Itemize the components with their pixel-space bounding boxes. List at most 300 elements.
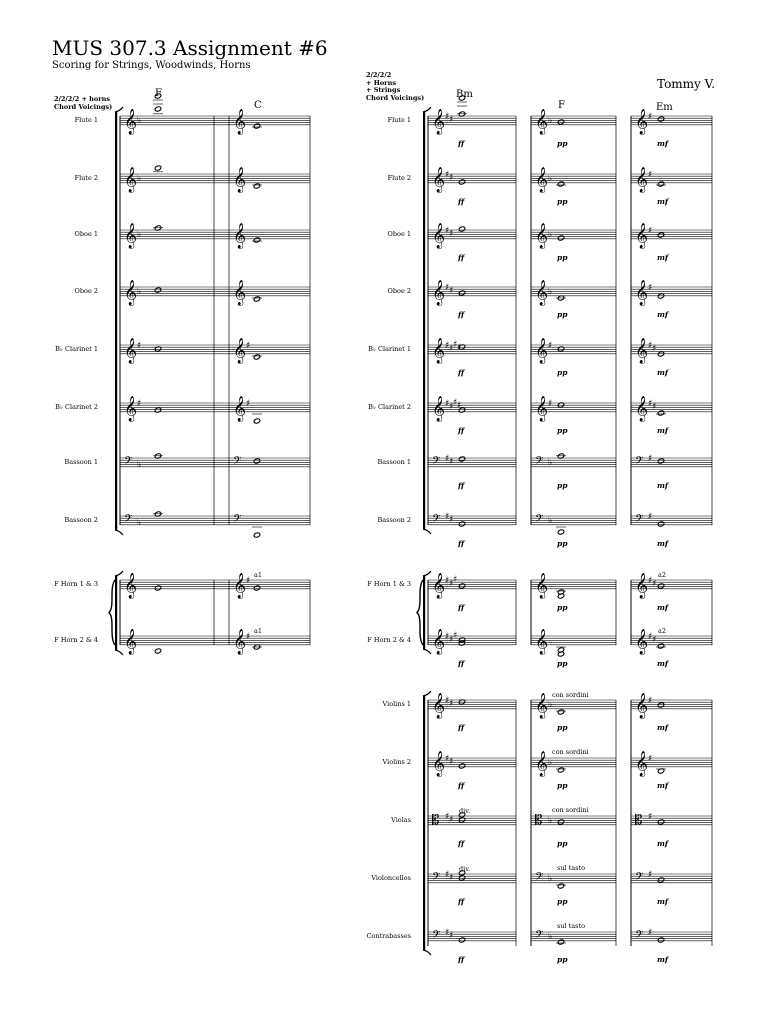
sharp-icon: ♯ (453, 398, 458, 408)
whole-note (657, 232, 664, 238)
sharp-icon: ♯ (445, 812, 450, 822)
bass-clef-icon: 𝄢 (535, 929, 544, 944)
horn-marking: a2 (658, 627, 667, 635)
dynamic-marking: ff (458, 309, 465, 319)
dynamic-marking: ff (458, 838, 465, 848)
dynamic-marking: ff (458, 196, 465, 206)
bass-clef-icon: 𝄢 (432, 871, 441, 886)
treble-clef-icon: 𝄞 (124, 280, 138, 306)
dynamic-marking: ff (458, 658, 465, 668)
sharp-icon: ♯ (648, 576, 653, 586)
treble-clef-icon: 𝄞 (432, 223, 446, 249)
dynamic-marking: pp (557, 196, 568, 206)
bass-clef-icon: 𝄢 (432, 455, 441, 470)
whole-note (657, 583, 664, 589)
flat-icon: ♭ (548, 932, 553, 942)
instrument-label: B♭ Clarinet 1 (55, 345, 98, 353)
treble-clef-icon: 𝄞 (635, 109, 649, 135)
bass-clef-icon: 𝄢 (124, 455, 133, 470)
whole-note (458, 817, 465, 823)
dynamic-marking: ff (458, 602, 465, 612)
chord-symbol: F (558, 100, 565, 111)
sharp-icon: ♯ (648, 870, 653, 880)
flat-icon: ♭ (548, 287, 553, 297)
system-bracket (423, 696, 425, 950)
whole-note (557, 883, 564, 889)
treble-clef-icon: 𝄞 (432, 396, 446, 422)
page-subtitle: Scoring for Strings, Woodwinds, Horns (52, 60, 251, 71)
instrument-label: F Horn 1 & 3 (367, 580, 411, 588)
treble-clef-icon: 𝄞 (535, 396, 549, 422)
flat-icon: ♭ (137, 174, 142, 184)
dynamic-marking: mf (657, 954, 669, 964)
instrument-label: Bassoon 1 (377, 458, 411, 466)
whole-note (458, 456, 465, 462)
sharp-icon: ♯ (449, 173, 454, 183)
sharp-icon: ♯ (445, 576, 450, 586)
bracket-hook (423, 950, 431, 955)
treble-clef-icon: 𝄞 (124, 573, 138, 599)
whole-note (458, 763, 465, 769)
string-marking: con sordini (552, 806, 589, 814)
treble-clef-icon: 𝄞 (535, 167, 549, 193)
sharp-icon: ♯ (246, 341, 251, 351)
sharp-icon: ♯ (246, 632, 251, 642)
sharp-icon: ♯ (449, 815, 454, 825)
treble-clef-icon: 𝄞 (635, 629, 649, 655)
whole-note (154, 407, 161, 413)
dynamic-marking: mf (657, 196, 669, 206)
sharp-icon: ♯ (648, 341, 653, 351)
whole-note (154, 287, 161, 293)
flat-icon: ♭ (548, 230, 553, 240)
sharp-icon: ♯ (453, 631, 458, 641)
whole-note (657, 410, 664, 416)
whole-note (458, 179, 465, 185)
sharp-icon: ♯ (457, 343, 462, 353)
treble-clef-icon: 𝄞 (432, 751, 446, 777)
flat-icon: ♭ (548, 174, 553, 184)
whole-note (458, 937, 465, 943)
treble-clef-icon: 𝄞 (432, 280, 446, 306)
whole-note (657, 702, 664, 708)
dynamic-marking: pp (557, 367, 568, 377)
whole-note (458, 875, 465, 881)
dynamic-marking: mf (657, 838, 669, 848)
dynamic-marking: mf (657, 538, 669, 548)
treble-clef-icon: 𝄞 (432, 167, 446, 193)
treble-clef-icon: 𝄞 (233, 338, 247, 364)
whole-note (458, 583, 465, 589)
whole-note (557, 119, 564, 125)
whole-note (657, 521, 664, 527)
instrument-label: B♭ Clarinet 2 (368, 403, 411, 411)
bass-clef-icon: 𝄢 (635, 513, 644, 528)
treble-clef-icon: 𝄞 (635, 338, 649, 364)
whole-note (458, 290, 465, 296)
dynamic-marking: mf (657, 425, 669, 435)
whole-note (458, 812, 465, 818)
treble-clef-icon: 𝄞 (124, 167, 138, 193)
whole-note (557, 709, 564, 715)
whole-note (253, 296, 260, 302)
dynamic-marking: mf (657, 367, 669, 377)
dynamic-marking: ff (458, 138, 465, 148)
sharp-icon: ♯ (449, 402, 454, 412)
dynamic-marking: mf (657, 602, 669, 612)
horn-marking: a1 (254, 627, 263, 635)
dynamic-marking: pp (557, 838, 568, 848)
dynamic-marking: ff (458, 722, 465, 732)
sharp-icon: ♯ (648, 112, 653, 122)
dynamic-marking: pp (557, 538, 568, 548)
chord-symbol: C (254, 100, 262, 111)
treble-clef-icon: 𝄞 (635, 396, 649, 422)
sharp-icon: ♯ (548, 341, 553, 351)
whole-note (253, 418, 260, 424)
string-marking: con sordini (552, 748, 589, 756)
flat-icon: ♭ (137, 116, 142, 126)
treble-clef-icon: 𝄞 (635, 223, 649, 249)
sharp-icon: ♯ (445, 283, 450, 293)
dynamic-marking: pp (557, 780, 568, 790)
treble-clef-icon: 𝄞 (124, 629, 138, 655)
whole-note (253, 585, 260, 591)
composer-name: Tommy V. (657, 77, 716, 91)
sharp-icon: ♯ (457, 401, 462, 411)
treble-clef-icon: 𝄞 (124, 338, 138, 364)
brace-icon (109, 580, 115, 645)
treble-clef-icon: 𝄞 (535, 338, 549, 364)
bracket-hook (423, 571, 431, 576)
sharp-icon: ♯ (449, 635, 454, 645)
whole-note (154, 106, 161, 112)
sharp-icon: ♯ (648, 696, 653, 706)
sharp-icon: ♯ (137, 341, 142, 351)
treble-clef-icon: 𝄞 (233, 223, 247, 249)
sharp-icon: ♯ (445, 341, 450, 351)
bass-clef-icon: 𝄢 (124, 513, 133, 528)
dynamic-marking: ff (458, 367, 465, 377)
flat-icon: ♭ (548, 758, 553, 768)
whole-note (657, 819, 664, 825)
bass-clef-icon: 𝄢 (635, 871, 644, 886)
dynamic-marking: mf (657, 722, 669, 732)
treble-clef-icon: 𝄞 (233, 396, 247, 422)
dynamic-marking: pp (557, 309, 568, 319)
sharp-icon: ♯ (246, 576, 251, 586)
bracket-hook (423, 649, 431, 654)
sharp-icon: ♯ (648, 170, 653, 180)
treble-clef-icon: 𝄞 (233, 573, 247, 599)
alto-clef-icon: 𝄡 (535, 813, 543, 828)
treble-clef-icon: 𝄞 (635, 280, 649, 306)
chord-symbol: Em (656, 102, 673, 113)
sharp-icon: ♯ (445, 928, 450, 938)
instrument-label: B♭ Clarinet 2 (55, 403, 98, 411)
sharp-icon: ♯ (445, 226, 450, 236)
treble-clef-icon: 𝄞 (432, 338, 446, 364)
bass-clef-icon: 𝄢 (432, 513, 441, 528)
bracket-hook (115, 650, 123, 655)
system1-label: 2/2/2/2 + horns Chord Voicings) (54, 95, 113, 111)
treble-clef-icon: 𝄞 (233, 167, 247, 193)
flat-icon: ♭ (137, 230, 142, 240)
whole-note (154, 93, 161, 99)
system-bracket (423, 576, 425, 649)
bracket-hook (115, 571, 123, 576)
whole-note (458, 95, 465, 101)
treble-clef-icon: 𝄞 (124, 396, 138, 422)
flat-icon: ♭ (137, 460, 142, 470)
system-bracket (115, 576, 117, 650)
sharp-icon: ♯ (652, 635, 657, 645)
instrument-label: Bassoon 2 (377, 516, 411, 524)
bass-clef-icon: 𝄢 (635, 929, 644, 944)
dynamic-marking: pp (557, 722, 568, 732)
treble-clef-icon: 𝄞 (635, 751, 649, 777)
bass-clef-icon: 𝄢 (432, 929, 441, 944)
instrument-label: Flute 2 (387, 174, 411, 182)
whole-note (253, 183, 260, 189)
sharp-icon: ♯ (137, 399, 142, 409)
sharp-icon: ♯ (648, 754, 653, 764)
instrument-label: Oboe 2 (387, 287, 411, 295)
bass-clef-icon: 𝄢 (535, 455, 544, 470)
sharp-icon: ♯ (648, 928, 653, 938)
sharp-icon: ♯ (449, 931, 454, 941)
sharp-icon: ♯ (453, 340, 458, 350)
instrument-label: Violins 2 (382, 758, 411, 766)
bracket-hook (423, 691, 431, 696)
dynamic-marking: pp (557, 252, 568, 262)
sharp-icon: ♯ (449, 873, 454, 883)
sharp-icon: ♯ (246, 399, 251, 409)
treble-clef-icon: 𝄞 (233, 280, 247, 306)
bass-clef-icon: 𝄢 (635, 455, 644, 470)
treble-clef-icon: 𝄞 (535, 223, 549, 249)
dynamic-marking: pp (557, 896, 568, 906)
dynamic-marking: ff (458, 538, 465, 548)
sharp-icon: ♯ (445, 454, 450, 464)
sharp-icon: ♯ (445, 512, 450, 522)
dynamic-marking: mf (657, 309, 669, 319)
string-marking: sul tasto (557, 864, 586, 872)
string-marking: div. (459, 865, 471, 873)
sharp-icon: ♯ (449, 115, 454, 125)
treble-clef-icon: 𝄞 (535, 751, 549, 777)
instrument-label: F Horn 2 & 4 (367, 636, 411, 644)
bracket-hook (423, 107, 431, 112)
whole-note (557, 181, 564, 187)
dynamic-marking: ff (458, 954, 465, 964)
sharp-icon: ♯ (449, 515, 454, 525)
treble-clef-icon: 𝄞 (233, 109, 247, 135)
sharp-icon: ♯ (652, 344, 657, 354)
sharp-icon: ♯ (648, 812, 653, 822)
treble-clef-icon: 𝄞 (535, 573, 549, 599)
whole-note (657, 116, 664, 122)
treble-clef-icon: 𝄞 (635, 693, 649, 719)
instrument-label: F Horn 2 & 4 (54, 636, 98, 644)
treble-clef-icon: 𝄞 (124, 109, 138, 135)
system-bracket (115, 112, 117, 530)
dynamic-marking: mf (657, 658, 669, 668)
bass-clef-icon: 𝄢 (535, 513, 544, 528)
page-title: MUS 307.3 Assignment #6 (52, 36, 328, 60)
whole-note (657, 181, 664, 187)
chord-symbol: Bm (456, 89, 473, 100)
whole-note (657, 877, 664, 883)
treble-clef-icon: 𝄞 (535, 109, 549, 135)
whole-note (154, 165, 161, 171)
instrument-label: B♭ Clarinet 1 (368, 345, 411, 353)
dynamic-marking: pp (557, 602, 568, 612)
flat-icon: ♭ (548, 516, 553, 526)
dynamic-marking: ff (458, 780, 465, 790)
sharp-icon: ♯ (648, 512, 653, 522)
string-marking: div. (459, 807, 471, 815)
dynamic-marking: mf (657, 780, 669, 790)
sharp-icon: ♯ (648, 454, 653, 464)
bracket-hook (423, 529, 431, 534)
whole-note (253, 458, 260, 464)
whole-note (657, 458, 664, 464)
instrument-label: Violoncellos (371, 874, 411, 882)
flat-icon: ♭ (137, 518, 142, 528)
whole-note (657, 643, 664, 649)
bracket-hook (115, 107, 123, 112)
dynamic-marking: mf (657, 896, 669, 906)
treble-clef-icon: 𝄞 (635, 167, 649, 193)
dynamic-marking: ff (458, 425, 465, 435)
whole-note (458, 521, 465, 527)
dynamic-marking: pp (557, 480, 568, 490)
whole-note (557, 346, 564, 352)
flat-icon: ♭ (548, 116, 553, 126)
sharp-icon: ♯ (548, 399, 553, 409)
dynamic-marking: pp (557, 954, 568, 964)
whole-note (458, 870, 465, 876)
whole-note (253, 354, 260, 360)
string-marking: con sordini (552, 691, 589, 699)
whole-note (557, 529, 564, 535)
sharp-icon: ♯ (449, 229, 454, 239)
instrument-label: Contrabasses (366, 932, 411, 940)
sharp-icon: ♯ (648, 632, 653, 642)
whole-note (154, 585, 161, 591)
bass-clef-icon: 𝄢 (233, 513, 242, 528)
sharp-icon: ♯ (449, 699, 454, 709)
bass-clef-icon: 𝄢 (535, 871, 544, 886)
system-bracket (423, 112, 425, 529)
dynamic-marking: ff (458, 252, 465, 262)
alto-clef-icon: 𝄡 (635, 813, 643, 828)
instrument-label: Oboe 1 (74, 230, 98, 238)
dynamic-marking: pp (557, 425, 568, 435)
string-marking: sul tasto (557, 922, 586, 930)
instrument-label: Flute 2 (74, 174, 98, 182)
treble-clef-icon: 𝄞 (432, 109, 446, 135)
whole-note (253, 237, 260, 243)
dynamic-marking: mf (657, 138, 669, 148)
dynamic-marking: mf (657, 480, 669, 490)
horn-marking: a1 (254, 571, 263, 579)
dynamic-marking: ff (458, 896, 465, 906)
sharp-icon: ♯ (449, 344, 454, 354)
whole-note (657, 937, 664, 943)
brace-icon (417, 580, 423, 645)
sharp-icon: ♯ (445, 170, 450, 180)
sharp-icon: ♯ (449, 757, 454, 767)
instrument-label: Oboe 1 (387, 230, 411, 238)
treble-clef-icon: 𝄞 (432, 693, 446, 719)
horn-marking: a2 (658, 571, 667, 579)
flat-icon: ♭ (548, 816, 553, 826)
whole-note (253, 123, 260, 129)
dynamic-marking: ff (458, 480, 465, 490)
sharp-icon: ♯ (445, 632, 450, 642)
sharp-icon: ♯ (445, 112, 450, 122)
bass-clef-icon: 𝄢 (233, 455, 242, 470)
treble-clef-icon: 𝄞 (432, 573, 446, 599)
instrument-label: F Horn 1 & 3 (54, 580, 98, 588)
chord-symbol: F (155, 88, 162, 99)
sharp-icon: ♯ (648, 226, 653, 236)
whole-note (557, 819, 564, 825)
treble-clef-icon: 𝄞 (535, 629, 549, 655)
instrument-label: Violins 1 (382, 700, 411, 708)
whole-note (154, 346, 161, 352)
flat-icon: ♭ (548, 458, 553, 468)
whole-note (458, 226, 465, 232)
treble-clef-icon: 𝄞 (635, 573, 649, 599)
sharp-icon: ♯ (652, 402, 657, 412)
dynamic-marking: pp (557, 138, 568, 148)
sharp-icon: ♯ (445, 399, 450, 409)
sharp-icon: ♯ (648, 283, 653, 293)
flat-icon: ♭ (548, 874, 553, 884)
whole-note (557, 767, 564, 773)
dynamic-marking: mf (657, 252, 669, 262)
bracket-hook (115, 530, 123, 535)
alto-clef-icon: 𝄡 (432, 813, 440, 828)
instrument-label: Flute 1 (74, 116, 98, 124)
flat-icon: ♭ (548, 700, 553, 710)
instrument-label: Violas (391, 816, 411, 824)
sharp-icon: ♯ (449, 286, 454, 296)
instrument-label: Bassoon 1 (64, 458, 98, 466)
instrument-label: Bassoon 2 (64, 516, 98, 524)
sharp-icon: ♯ (449, 579, 454, 589)
instrument-label: Oboe 2 (74, 287, 98, 295)
sharp-icon: ♯ (445, 870, 450, 880)
sharp-icon: ♯ (449, 457, 454, 467)
sharp-icon: ♯ (445, 754, 450, 764)
treble-clef-icon: 𝄞 (233, 629, 247, 655)
instrument-label: Flute 1 (387, 116, 411, 124)
whole-note (154, 648, 161, 654)
treble-clef-icon: 𝄞 (535, 280, 549, 306)
whole-note (557, 939, 564, 945)
treble-clef-icon: 𝄞 (535, 693, 549, 719)
sharp-icon: ♯ (453, 575, 458, 585)
sharp-icon: ♯ (652, 579, 657, 589)
flat-icon: ♭ (137, 287, 142, 297)
treble-clef-icon: 𝄞 (124, 223, 138, 249)
whole-note (557, 235, 564, 241)
system2-label: 2/2/2/2 + Horns + Strings Chord Voicings) (366, 71, 425, 102)
